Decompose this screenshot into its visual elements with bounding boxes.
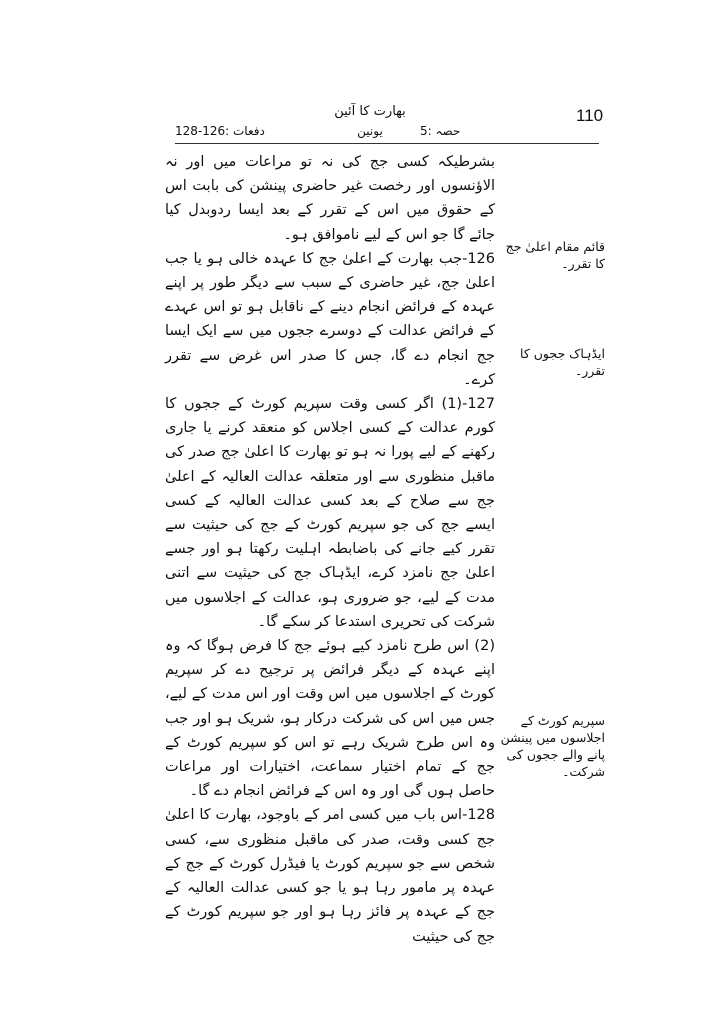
main-text [165, 150, 495, 949]
header-subtitle: یونین [357, 124, 383, 138]
section-126-paragraph: 126-جب بھارت کے اعلیٰ جج کا عہدہ خالی ہو یا جب اعلیٰ جج، غیر حاضری کے سبب سے دیگر طور پر اپنے عہدہ کے فرائض انجام دینے کے ناقابل ہو تو اس عہدے کے فرائض عدالت کے دوسرے ججوں میں سے ایک ایسا جج انجام دے گا، جس کا صدر اس غرض سے تقرر کرے۔ [165, 250, 495, 388]
header-sections: دفعات :126-128 [175, 124, 265, 138]
section-127-1-paragraph: 127-(1) اگر کسی وقت سپریم کورٹ کے ججوں کا کورم عدالت کے کسی اجلاس کو منعقد کرنے یا جاری رکھنے کے لیے پورا نہ ہو تو بھارت کا اعلیٰ جج صدر کی ماقبل منظوری سے اور متعلقہ عدالت العالیہ کے اعلیٰ جج سے صلاح کے بعد کسی عدالت العالیہ کے کسی ایسے جج کی جو سپریم کورٹ کے جج کی حیثیت سے تقرر کیے جانے کی باضابطہ اہلیت رکھتا ہو اور جسے اعلیٰ جج نامزد کرے، ایڈہاک جج کی حیثیت سے اتنی مدت کے لیے، جو ضروری ہو، عدالت کے اجلاسوں میں شرکت کی تحریری استدعا کر سکے گا۔ [165, 396, 495, 630]
header-part: حصہ :5 [420, 124, 461, 138]
header-title: بھارت کا آئین [334, 104, 406, 119]
margin-note-127: ایڈہاک ججوں کا تقرر۔ [520, 346, 605, 378]
section-127-2-paragraph: (2) اس طرح نامزد کیے ہوئے جج کا فرض ہوگا کہ وہ اپنے عہدہ کے دیگر فرائض پر ترجیح دے کر سپریم کورٹ کے اجلاسوں میں اس وقت اور اس مدت کے لیے، جس میں اس کی شرکت درکار ہو، شریک ہو اور جب وہ اس طرح شریک رہے تو اس کو سپریم کورٹ کے جج کے تمام اختیار سماعت، اختیارات اور مراعات حاصل ہوں گی اور وہ اس کے فرائض انجام دے گا۔ [165, 638, 495, 800]
margin-note-128: سپریم کورٹ کے اجلاسوں میں پینشن پانے والے ججوں کی شرکت۔ [500, 713, 605, 779]
page-number: 110 [576, 106, 604, 125]
header-rule [175, 143, 599, 144]
proviso-paragraph: بشرطیکہ کسی جج کی نہ تو مراعات میں اور نہ الاؤنسوں اور رخصت غیر حاضری پینشن کی بابت اس کے حقوق میں اس کے تقرر کے بعد ایسا ردوبدل کیا جائے گا جو اس کے لیے ناموافق ہو۔ [165, 154, 495, 243]
margin-note-126: قائم مقام اعلیٰ جج کا تقرر۔ [505, 239, 605, 271]
section-128-paragraph: 128-اس باب میں کسی امر کے باوجود، بھارت کا اعلیٰ جج کسی وقت، صدر کی ماقبل منظوری سے، کسی شخص سے جو سپریم کورٹ یا فیڈرل کورٹ کے جج کے عہدہ پر مامور رہا ہو یا جو کسی عدالت العالیہ کے جج کے عہدہ پر فائز رہا ہو اور جو سپریم کورٹ کے جج کی حیثیت [165, 807, 495, 945]
